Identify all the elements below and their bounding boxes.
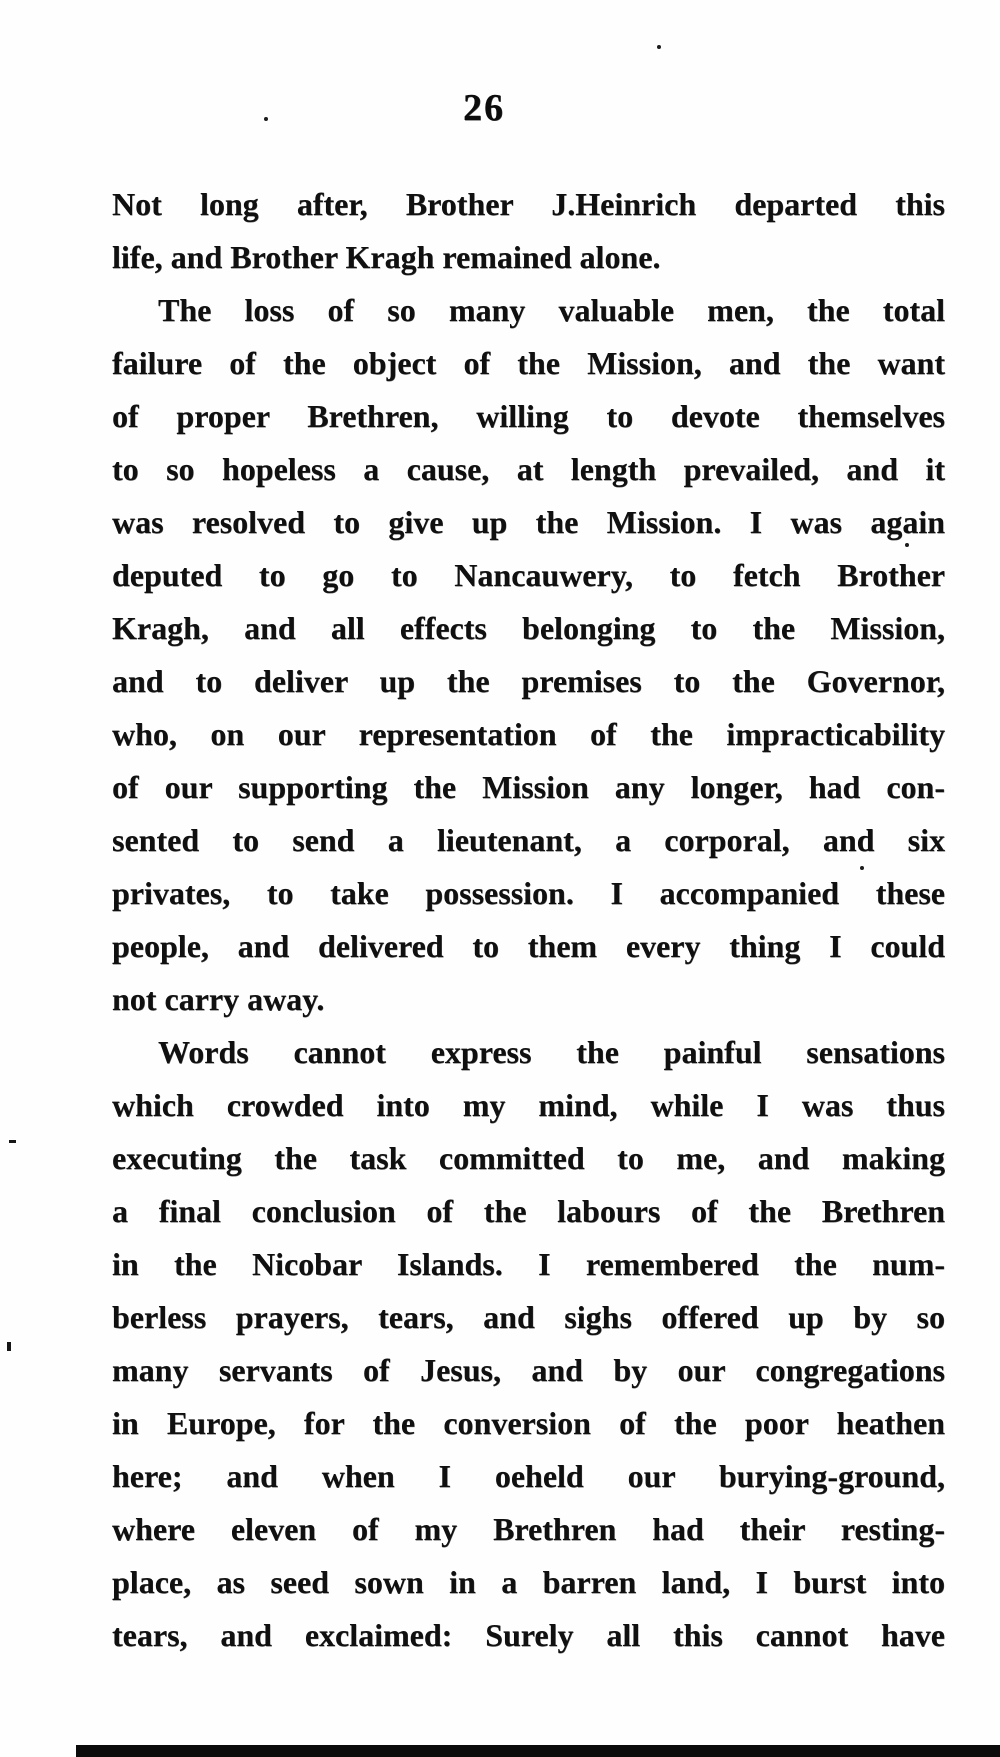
scan-edge-artifact bbox=[76, 1745, 1000, 1757]
ink-speck bbox=[860, 866, 864, 870]
text-line: executing the task committed to me, and making bbox=[112, 1140, 945, 1176]
paragraph bbox=[112, 1026, 945, 1662]
text-line: not carry away. bbox=[112, 981, 325, 1017]
ink-speck bbox=[657, 45, 661, 49]
text-line: place, as seed sown in a barren land, I burst into bbox=[112, 1564, 945, 1600]
text-line: many servants of Jesus, and by our congregations bbox=[112, 1352, 945, 1388]
text-line: Not long after, Brother J.Heinrich departed this bbox=[112, 186, 945, 222]
text-line: to so hopeless a cause, at length prevailed, and it bbox=[112, 451, 945, 487]
text-line: who, on our representation of the impracticability bbox=[112, 716, 945, 752]
text-line: which crowded into my mind, while I was thus bbox=[112, 1087, 945, 1123]
paragraph bbox=[112, 284, 945, 1026]
text-line: of our supporting the Mission any longer, had con- bbox=[112, 769, 945, 805]
text-line: and to deliver up the premises to the Governor, bbox=[112, 663, 945, 699]
text-line: berless prayers, tears, and sighs offered up by so bbox=[112, 1299, 945, 1335]
text-line: The loss of so many valuable men, the total bbox=[158, 292, 945, 328]
paragraph bbox=[112, 178, 945, 284]
page-number: 26 bbox=[463, 87, 505, 129]
ink-speck bbox=[905, 543, 909, 547]
margin-mark bbox=[7, 1342, 11, 1351]
ink-speck bbox=[264, 117, 268, 121]
text-line: Kragh, and all effects belonging to the Mission, bbox=[112, 610, 945, 646]
text-line: was resolved to give up the Mission. I was again bbox=[112, 504, 945, 540]
text-line: in the Nicobar Islands. I remembered the num- bbox=[112, 1246, 945, 1282]
text-line: where eleven of my Brethren had their resting- bbox=[112, 1511, 945, 1547]
text-line: tears, and exclaimed: Surely all this cannot have bbox=[112, 1617, 945, 1653]
text-line: deputed to go to Nancauwery, to fetch Brother bbox=[112, 557, 945, 593]
text-line: sented to send a lieutenant, a corporal, and six bbox=[112, 822, 945, 858]
text-line: people, and delivered to them every thing I could bbox=[112, 928, 945, 964]
text-line: failure of the object of the Mission, and the want bbox=[112, 345, 945, 381]
text-line: Words cannot express the painful sensations bbox=[158, 1034, 945, 1070]
body-text bbox=[112, 178, 945, 1662]
text-line: of proper Brethren, willing to devote themselves bbox=[112, 398, 945, 434]
text-line: here; and when I oeheld our burying-ground, bbox=[112, 1458, 945, 1494]
text-line: privates, to take possession. I accompanied these bbox=[112, 875, 945, 911]
text-line: a final conclusion of the labours of the Brethren bbox=[112, 1193, 945, 1229]
text-line: life, and Brother Kragh remained alone. bbox=[112, 239, 661, 275]
margin-mark bbox=[9, 1140, 16, 1143]
text-line: in Europe, for the conversion of the poor heathen bbox=[112, 1405, 945, 1441]
